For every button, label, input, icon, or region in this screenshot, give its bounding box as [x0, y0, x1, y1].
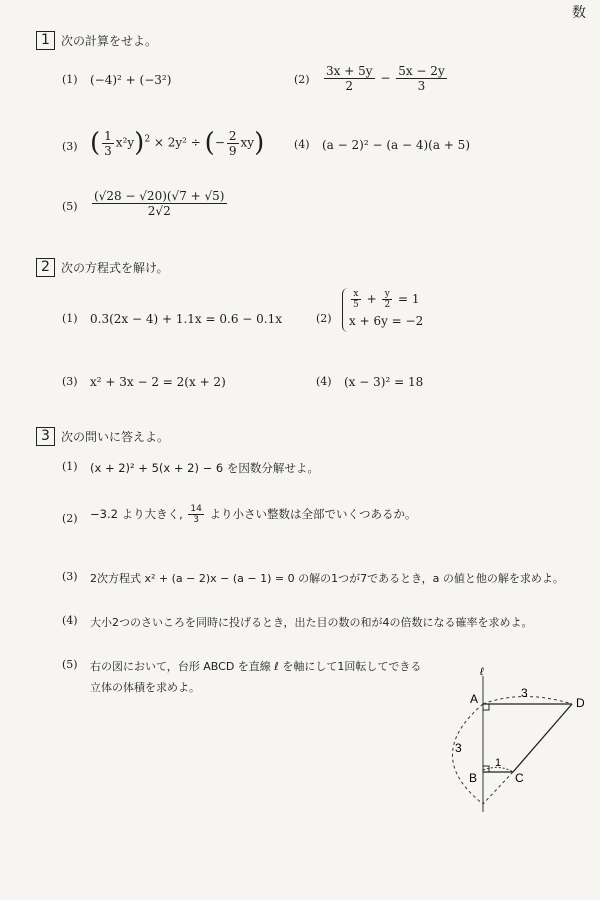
- q3-4-text: 大小2つのさいころを同時に投げるとき，出た目の数の和が4の倍数になる確率を求めよ。: [90, 616, 533, 629]
- q1-4-number: (4): [294, 138, 310, 151]
- length-ab: 3: [455, 741, 462, 755]
- q2-2: [316, 288, 516, 348]
- q1-5-denominator: 2√2: [147, 204, 171, 218]
- q2-1-expression: 0.3(2x − 4) + 1.1x = 0.6 − 0.1x: [90, 312, 283, 326]
- q3-2-frac-num: 14: [190, 504, 202, 514]
- q3-4-number: (4): [62, 614, 78, 627]
- q2-3-number: (3): [62, 375, 78, 388]
- q1-2-number: (2): [294, 73, 310, 86]
- length-ad: 3: [521, 686, 528, 700]
- q1-3-frac-b-den: 9: [228, 143, 237, 158]
- q1-3-frac-b-num: 2: [228, 128, 237, 143]
- q1-3-frac-a-den: 3: [104, 143, 112, 158]
- section-2-title: 次の方程式を解け。: [61, 261, 169, 275]
- q1-5-numerator: (√28 − √20)(√7 + √5): [94, 189, 225, 203]
- q1-2-numerator-2: 5x − 2y: [398, 64, 445, 78]
- section-3-title: 次の問いに答えよ。: [61, 430, 170, 444]
- dash-cb: [483, 772, 513, 804]
- vertex-a: A: [470, 692, 479, 706]
- axis-label: ℓ: [480, 666, 484, 678]
- section-1-number: 1: [36, 31, 55, 50]
- q3-5-line2: 立体の体積を求めよ。: [90, 681, 200, 694]
- q1-2-operator: −: [380, 71, 391, 85]
- q3-2-number: (2): [62, 512, 78, 525]
- trapezoid-figure: [440, 658, 590, 818]
- q1-2: [294, 64, 494, 104]
- q2-2-eq1-rhs: = 1: [398, 292, 420, 306]
- q2-4-expression: (x − 3)² = 18: [344, 375, 424, 389]
- q1-2-numerator-1: 3x + 5y: [326, 64, 373, 78]
- q2-2-eq2: x + 6y = −2: [349, 314, 424, 328]
- q3-5-line1: 右の図において，台形 ABCD を直線 ℓ を軸にして1回転してできる: [90, 660, 422, 673]
- q2-4-number: (4): [316, 375, 332, 388]
- section-2-header: [36, 258, 169, 277]
- vertex-d: D: [576, 696, 585, 710]
- q1-5-number: (5): [62, 200, 78, 213]
- q1-5: [62, 189, 292, 229]
- q3-3-text: 2次方程式 x² + (a − 2)x − (a − 1) = 0 の解の1つが7であるとき，a の値と他の解を求めよ。: [90, 572, 564, 585]
- q1-2-denominator-2: 3: [417, 79, 426, 93]
- q2-2-fy-num: y: [382, 289, 392, 300]
- q3-2-pre: −3.2 より大きく,: [90, 507, 183, 521]
- q3-1-number: (1): [62, 460, 78, 473]
- q3-2-post: より小さい整数は全部でいくつあるか。: [209, 507, 417, 521]
- q2-2-fx-num: x: [351, 289, 361, 300]
- q1-2-denominator-1: 2: [345, 79, 354, 93]
- q1-3-middle: × 2y² ÷: [153, 135, 201, 150]
- q1-3: (3) ( $\frac{1}{3}$ x²y)$^2$ × 2y² ÷ (− $\frac{2}{9}$ xy): [62, 128, 265, 158]
- q2-1-number: (1): [62, 312, 78, 325]
- q1-1-expression: (−4)² + (−3²): [90, 73, 172, 87]
- page-corner-label: 数: [572, 5, 586, 21]
- q2-2-plus: +: [366, 292, 377, 306]
- q2-2-fy-den: 2: [384, 300, 391, 310]
- q1-3-number: (3): [62, 140, 78, 153]
- q1-3-exponent: 2: [144, 134, 151, 145]
- section-2-number: 2: [36, 258, 55, 277]
- length-bc: 1: [495, 757, 502, 769]
- side-dc: [513, 704, 572, 772]
- section-1-title: 次の計算をせよ。: [61, 34, 158, 48]
- q1-4-expression: (a − 2)² − (a − 4)(a + 5): [322, 138, 471, 152]
- section-3-number: 3: [36, 427, 55, 446]
- vertex-b: B: [469, 771, 478, 785]
- q3-5-number: (5): [62, 658, 78, 671]
- q2-3-expression: x² + 3x − 2 = 2(x + 2): [90, 375, 226, 389]
- vertex-c: C: [515, 771, 524, 785]
- section-3-header: [36, 427, 169, 446]
- q1-1-number: (1): [62, 73, 78, 86]
- q2-2-fx-den: 5: [353, 300, 359, 310]
- section-1-header: [36, 31, 157, 50]
- right-angle-a: [483, 704, 489, 710]
- q1-3-base-b: xy: [240, 135, 255, 150]
- q3-2-frac-den: 3: [193, 515, 199, 525]
- q1-3-frac-a-num: 1: [104, 128, 112, 143]
- q2-2-number: (2): [316, 312, 332, 325]
- q3-3-number: (3): [62, 570, 78, 583]
- q2-2-system: [342, 288, 423, 332]
- q3-1-text: (x + 2)² + 5(x + 2) − 6 を因数分解せよ。: [90, 461, 319, 475]
- q1-3-base-a: x²y: [115, 135, 135, 150]
